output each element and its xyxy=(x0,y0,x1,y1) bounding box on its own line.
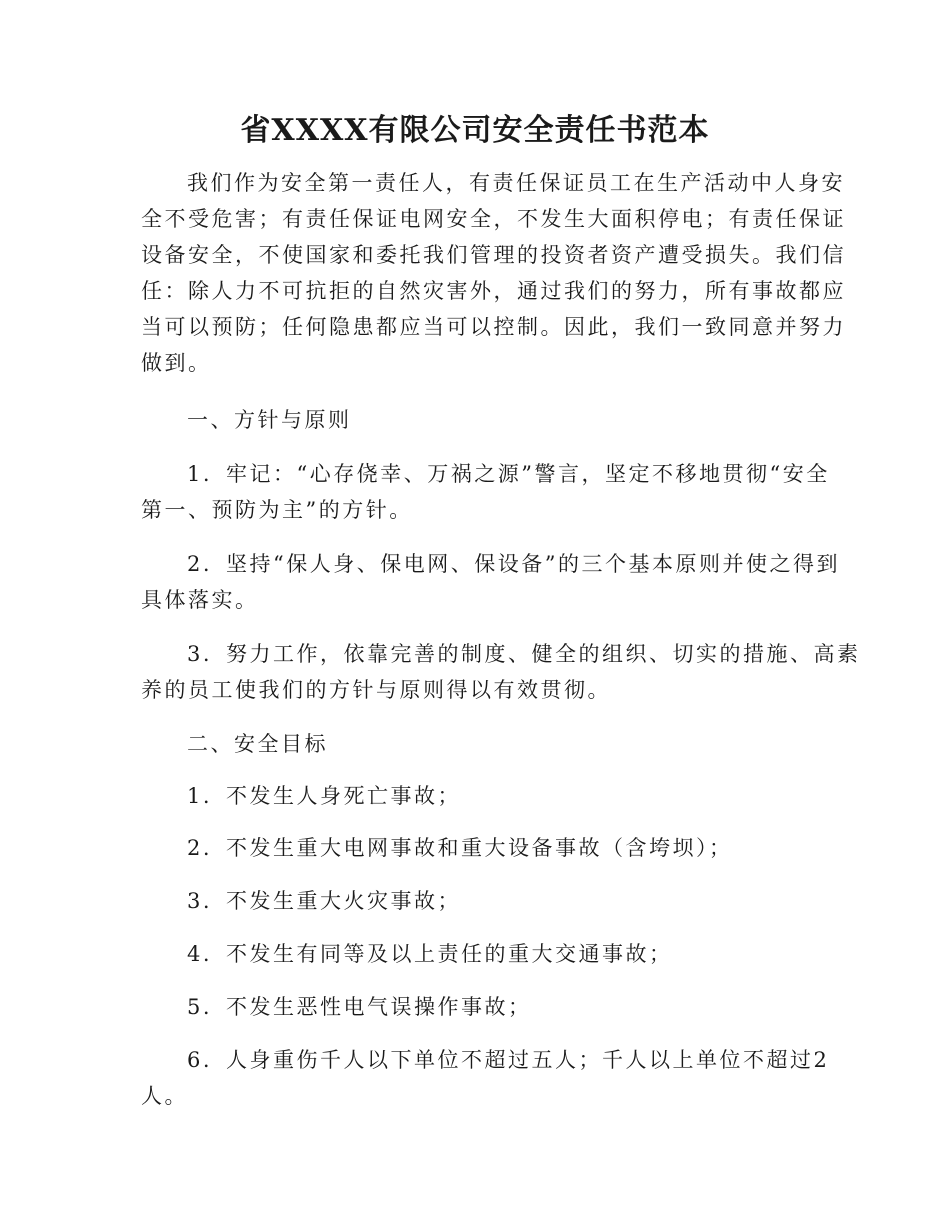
item-text: 努力工作，依靠完善的制度、健全的组织、切实的措施、高素 xyxy=(226,642,861,666)
list-item xyxy=(187,1042,851,1078)
section-heading: 一、方针与原则 xyxy=(187,408,352,432)
intro-line: 我们作为安全第一责任人，有责任保证员工在生产活动中人身安 xyxy=(187,171,845,195)
list-item-continuation: 养的员工使我们的方针与原则得以有效贯彻。 xyxy=(141,678,611,702)
list-item xyxy=(187,456,851,492)
item-number: 1. xyxy=(187,462,213,486)
item-number: 3. xyxy=(187,642,213,666)
item-text: 牢记：“心存侥幸、万祸之源”警言，坚定不移地贯彻“安全 xyxy=(226,462,830,486)
list-item xyxy=(187,830,851,866)
item-number: 2. xyxy=(187,836,213,860)
item-number: 1. xyxy=(187,784,213,808)
item-text: 不发生恶性电气误操作事故； xyxy=(226,995,532,1019)
item-text: 人身重伤千人以下单位不超过五人；千人以上单位不超过2 xyxy=(226,1048,830,1072)
item-text: 不发生有同等及以上责任的重大交通事故； xyxy=(226,942,673,966)
list-item-continuation: 人。 xyxy=(141,1084,188,1108)
item-number: 6. xyxy=(187,1048,213,1072)
list-item xyxy=(187,778,851,814)
list-item xyxy=(187,989,851,1025)
intro-line: 做到。 xyxy=(141,351,212,375)
item-text: 不发生人身死亡事故； xyxy=(226,784,462,808)
list-item xyxy=(187,546,851,582)
item-text: 不发生重大电网事故和重大设备事故（含垮坝）； xyxy=(226,836,733,860)
item-number: 2. xyxy=(187,552,213,576)
list-item-continuation: 具体落实。 xyxy=(141,588,259,612)
list-item xyxy=(187,883,851,919)
item-text: 不发生重大火灾事故； xyxy=(226,889,462,913)
list-item xyxy=(187,936,851,972)
item-number: 5. xyxy=(187,995,213,1019)
item-number: 3. xyxy=(187,889,213,913)
item-number: 4. xyxy=(187,942,213,966)
intro-line: 任：除人力不可抗拒的自然灾害外，通过我们的努力，所有事故都应 xyxy=(141,279,846,303)
list-item-continuation: 第一、预防为主”的方针。 xyxy=(141,498,413,522)
intro-line: 设备安全，不使国家和委托我们管理的投资者资产遭受损失。我们信 xyxy=(141,243,846,267)
document-title: 省XXXX有限公司安全责任书范本 xyxy=(240,113,710,148)
item-text: 坚持“保人身、保电网、保设备”的三个基本原则并使之得到 xyxy=(226,552,841,576)
section-heading: 二、安全目标 xyxy=(187,732,328,756)
list-item xyxy=(187,636,861,672)
intro-line: 全不受危害；有责任保证电网安全，不发生大面积停电；有责任保证 xyxy=(141,207,846,231)
intro-line: 当可以预防；任何隐患都应当可以控制。因此，我们一致同意并努力 xyxy=(141,315,846,339)
